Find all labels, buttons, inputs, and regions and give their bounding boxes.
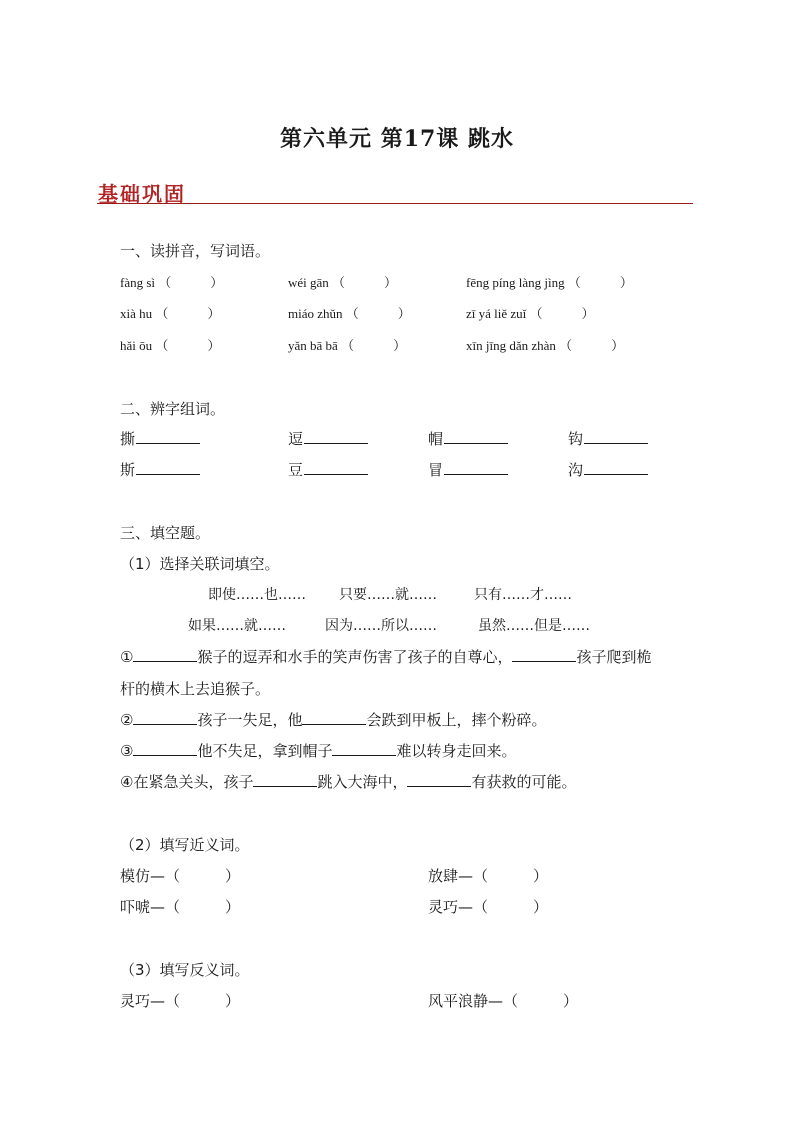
answer-blank[interactable] <box>136 431 200 444</box>
answer-paren[interactable]: （ ） <box>155 307 221 322</box>
q3-heading: 三、填空题。 <box>120 524 211 542</box>
word-item: 撕 <box>120 428 200 449</box>
fill-sentence-4: ④在紧急关头，孩子 跳入大海中， 有获救的可能。 <box>120 773 577 791</box>
answer-paren[interactable]: （ ） <box>529 307 595 322</box>
answer-blank[interactable] <box>584 462 648 475</box>
answer-blank[interactable] <box>304 431 368 444</box>
answer-blank[interactable] <box>444 431 508 444</box>
conjunction-option: 即使……也…… <box>208 587 306 603</box>
q3-sub1-heading: （1）选择关联词填空。 <box>120 555 280 573</box>
answer-blank[interactable] <box>253 772 317 787</box>
answer-blank[interactable] <box>133 710 197 725</box>
q3-sub2-heading: （2）填写近义词。 <box>120 836 250 854</box>
antonym-item[interactable]: 灵巧—（ ） <box>120 992 241 1010</box>
pinyin-item: fēng píng làng jìng （ ） <box>466 275 633 291</box>
pinyin-item: wéi gān （ ） <box>288 275 398 291</box>
synonym-item[interactable]: 灵巧—（ ） <box>428 898 549 916</box>
word-item: 钩 <box>568 428 648 449</box>
word-item: 帽 <box>428 428 508 449</box>
word-item: 冒 <box>428 459 508 480</box>
word-item: 逗 <box>288 428 368 449</box>
answer-blank[interactable] <box>136 462 200 475</box>
pinyin-item: xià hu （ ） <box>120 306 221 322</box>
answer-blank[interactable] <box>512 647 576 662</box>
answer-paren[interactable]: （ ） <box>332 276 398 291</box>
answer-blank[interactable] <box>332 741 396 756</box>
page-title: 第六单元 第17课 跳水 <box>280 126 514 152</box>
answer-paren[interactable]: （ ） <box>345 307 411 322</box>
fill-sentence-2: ② 孩子一失足，他 会跌到甲板上，摔个粉碎。 <box>120 711 547 729</box>
conjunction-option: 只要……就…… <box>339 587 437 603</box>
pinyin-item: yǎn bā bā （ ） <box>288 338 407 354</box>
word-item: 沟 <box>568 459 648 480</box>
answer-blank[interactable] <box>304 462 368 475</box>
answer-blank[interactable] <box>584 431 648 444</box>
conjunction-option: 只有……才…… <box>474 587 572 603</box>
fill-sentence-3: ③ 他不失足，拿到帽子 难以转身走回来。 <box>120 742 517 760</box>
section-heading: 基础巩固 <box>98 182 186 206</box>
q2-heading: 二、辨字组词。 <box>120 400 226 418</box>
conjunction-option: 虽然……但是…… <box>478 618 590 634</box>
word-item: 豆 <box>288 459 368 480</box>
synonym-item[interactable]: 吓唬—（ ） <box>120 898 241 916</box>
conjunction-option: 因为……所以…… <box>325 618 437 634</box>
synonym-item[interactable]: 放肆—（ ） <box>428 867 549 885</box>
answer-blank[interactable] <box>407 772 471 787</box>
answer-paren[interactable]: （ ） <box>158 276 224 291</box>
answer-paren[interactable]: （ ） <box>155 339 221 354</box>
answer-paren[interactable]: （ ） <box>559 339 625 354</box>
pinyin-item: zī yá liě zuǐ （ ） <box>466 306 595 322</box>
answer-blank[interactable] <box>444 462 508 475</box>
conjunction-option: 如果……就…… <box>188 618 286 634</box>
antonym-item[interactable]: 风平浪静—（ ） <box>428 992 579 1010</box>
answer-blank[interactable] <box>133 647 197 662</box>
pinyin-item: hǎi ōu （ ） <box>120 338 221 354</box>
section-divider <box>97 203 693 204</box>
pinyin-item: fàng sì （ ） <box>120 275 224 291</box>
answer-blank[interactable] <box>302 710 366 725</box>
pinyin-item: miáo zhǔn （ ） <box>288 306 411 322</box>
q1-heading: 一、读拼音，写词语。 <box>120 242 271 260</box>
fill-sentence-1: ① 猴子的逗弄和水手的笑声伤害了孩子的自尊心， 孩子爬到桅 <box>120 648 652 666</box>
answer-blank[interactable] <box>133 741 197 756</box>
answer-paren[interactable]: （ ） <box>341 339 407 354</box>
q3-sub3-heading: （3）填写反义词。 <box>120 961 250 979</box>
pinyin-item: xīn jīng dǎn zhàn （ ） <box>466 338 625 354</box>
answer-paren[interactable]: （ ） <box>567 276 633 291</box>
word-item: 斯 <box>120 459 200 480</box>
synonym-item[interactable]: 模仿—（ ） <box>120 867 241 885</box>
fill-sentence-1-cont: 杆的横木上去追猴子。 <box>120 680 271 698</box>
